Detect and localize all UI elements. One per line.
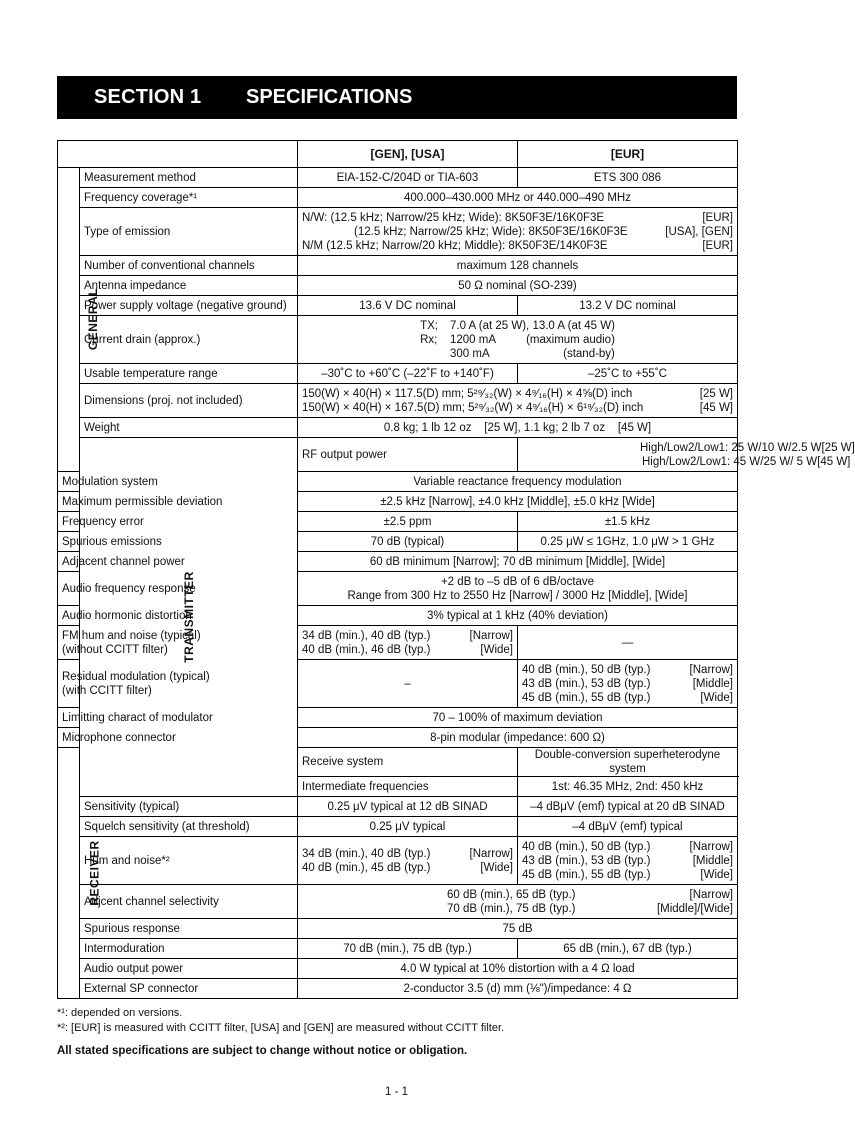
table-row [58, 168, 738, 188]
header-eur: [EUR] [518, 141, 738, 168]
bandwidth-tag: [Narrow] [689, 663, 733, 676]
bandwidth-tag: [Middle]/[Wide] [656, 902, 733, 915]
group-label-receiver: RECEIVER [58, 748, 80, 999]
table-row [58, 919, 738, 939]
table-row [58, 885, 738, 919]
spec-value-eur: ±1.5 kHz [518, 512, 738, 532]
spec-value-gen-usa: –30˚C to +60˚C (–22˚F to +140˚F) [298, 364, 518, 384]
spec-value [298, 316, 738, 364]
spec-label: Adjcent channel selectivity [80, 885, 298, 919]
bandwidth-tag: [Narrow] [689, 888, 733, 901]
spec-label: Receive system [298, 748, 518, 777]
bandwidth-tag: [Wide] [700, 691, 733, 704]
spec-label: Frequency error [58, 512, 80, 532]
bandwidth-tag: [Narrow] [689, 840, 733, 853]
spec-label: Modulation system [58, 472, 80, 492]
drain-mode [420, 347, 438, 361]
table-row [58, 316, 738, 364]
table-row [58, 256, 738, 276]
spec-value: 60 dB minimum [Narrow]; 70 dB minimum [Middle], [Wide] [298, 552, 738, 572]
bandwidth-tag: [Wide] [700, 868, 733, 881]
spec-label: Power supply voltage (negative ground) [80, 296, 298, 316]
spec-value [298, 572, 738, 606]
spec-label: Number of conventional channels [80, 256, 298, 276]
spec-label: Audio output power [80, 959, 298, 979]
spec-label: Audio hormonic distortion [58, 606, 80, 626]
spec-label: Squelch sensitivity (at threshold) [80, 817, 298, 837]
spec-value-gen-usa: – [298, 660, 518, 708]
spec-value-gen-usa [298, 837, 518, 885]
spec-label [58, 626, 201, 660]
noise-line: 40 dB (min.), 50 dB (typ.) [522, 840, 651, 853]
spec-value-eur: –4 dBμV (emf) typical [518, 817, 738, 837]
spec-label: Microphone connector [58, 728, 80, 748]
spec-label: Frequency coverage*¹ [80, 188, 298, 208]
spec-label: Spurious emissions [58, 532, 80, 552]
spec-value-gen-usa: 70 dB (typical) [298, 532, 518, 552]
spec-label: Usable temperature range [80, 364, 298, 384]
modulation-line: 43 dB (min.), 53 dB (typ.) [522, 677, 651, 690]
drain-mode: TX; [420, 319, 438, 332]
drain-value: 1200 mA [449, 333, 497, 346]
spec-value-gen-usa: 13.6 V DC nominal [298, 296, 518, 316]
footnotes [57, 1006, 504, 1036]
table-row [58, 797, 738, 817]
spec-label: Hum and noise*² [80, 837, 298, 885]
noise-line: 34 dB (min.), 40 dB (typ.) [302, 847, 431, 860]
bandwidth-tag: [Middle] [692, 854, 733, 867]
drain-value: 300 mA [449, 347, 490, 360]
table-row [58, 188, 738, 208]
spec-value: ±2.5 kHz [Narrow], ±4.0 kHz [Middle], ±5.0 kHz [Wide] [298, 492, 738, 512]
spec-label-line: (with CCITT filter) [62, 684, 152, 697]
spec-value: 75 dB [298, 919, 738, 939]
selectivity-line: 70 dB (min.), 75 dB (typ.) [447, 902, 576, 915]
spec-label: Intermoduration [80, 939, 298, 959]
bandwidth-tag: [Middle] [692, 677, 733, 690]
spec-value: 8-pin modular (impedance: 600 Ω) [298, 728, 738, 748]
spec-label: Sensitivity (typical) [80, 797, 298, 817]
modulation-line: 45 dB (min.), 55 dB (typ.) [522, 691, 651, 704]
table-row [58, 817, 738, 837]
response-line: Range from 300 Hz to 2550 Hz [Narrow] / 3000 Hz [Middle], [Wide] [347, 589, 688, 602]
spec-label: Intermediate frequencies [298, 777, 518, 797]
version-tag: [25 W] [821, 441, 855, 454]
response-line: +2 dB to –5 dB of 6 dB/octave [440, 575, 595, 588]
spec-value: maximum 128 channels [298, 256, 738, 276]
drain-condition: (maximum audio) [526, 333, 615, 346]
spec-value-gen-usa: 70 dB (min.), 75 dB (typ.) [298, 939, 518, 959]
spec-label: Current drain (approx.) [80, 316, 298, 364]
spec-label: Spurious response [80, 919, 298, 939]
table-row [58, 959, 738, 979]
table-row [58, 208, 738, 256]
emission-line: N/W: (12.5 kHz; Narrow/25 kHz; Wide): 8K50F3E/16K0F3E [302, 211, 605, 224]
drain-value: 7.0 A (at 25 W), 13.0 A (at 45 W) [449, 319, 615, 332]
power-line: High/Low2/Low1: 25 W/10 W/2.5 W [640, 441, 822, 454]
version-tag: [EUR] [702, 211, 733, 224]
spec-label: Limitting charact of modulator [58, 708, 80, 728]
spec-value: 2-conductor 3.5 (d) mm (⅛")/impedance: 4 Ω [298, 979, 738, 999]
spec-value-eur: 0.25 μW ≤ 1GHz, 1.0 μW > 1 GHz [518, 532, 738, 552]
power-line: High/Low2/Low1: 45 W/25 W/ 5 W [642, 455, 818, 468]
spec-value-eur: 65 dB (min.), 67 dB (typ.) [518, 939, 738, 959]
section-number: SECTION 1 [94, 86, 202, 108]
dimension-line: 150(W) × 40(H) × 167.5(D) mm; 5²⁹⁄₃₂(W) × 4⁹⁄₁₆(H) × 6¹⁹⁄₃₂(D) inch [302, 401, 644, 414]
spec-value: 3% typical at 1 kHz (40% deviation) [298, 606, 738, 626]
table-row [58, 384, 738, 418]
spec-value-gen-usa: 0.25 μV typical [298, 817, 518, 837]
bandwidth-tag: [Wide] [480, 861, 513, 874]
spec-value: 0.8 kg; 1 lb 12 oz [25 W], 1.1 kg; 2 lb 7 oz [45 W] [298, 418, 738, 438]
spec-label: Dimensions (proj. not included) [80, 384, 298, 418]
table-header-row [58, 141, 738, 168]
table-row [58, 276, 738, 296]
version-tag: [45 W] [699, 401, 733, 414]
spec-value-eur: ETS 300 086 [518, 168, 738, 188]
spec-value [518, 438, 855, 472]
spec-value-eur [518, 660, 738, 708]
section-title: SPECIFICATIONS [246, 86, 413, 108]
table-row [58, 837, 738, 885]
page-number: 1 - 1 [384, 1086, 408, 1098]
spec-value-gen-usa: EIA-152-C/204D or TIA-603 [298, 168, 518, 188]
spec-value-eur: –4 dBμV (emf) typical at 20 dB SINAD [518, 797, 738, 817]
spec-label: External SP connector [80, 979, 298, 999]
spec-value-gen-usa: ±2.5 ppm [298, 512, 518, 532]
footnote-2: *²: [EUR] is measured with CCITT filter, [USA] and [GEN] are measured without CCITT filter. [57, 1022, 505, 1034]
section-banner [57, 76, 737, 119]
group-label-transmitter: TRANSMITTER [80, 438, 298, 797]
table-row [58, 939, 738, 959]
emission-line: N/M (12.5 kHz; Narrow/20 kHz; Middle): 8K50F3E/14K0F3E [302, 239, 608, 252]
version-tag: [25 W] [699, 387, 733, 400]
header-gen-usa: [GEN], [USA] [298, 141, 518, 168]
table-row [58, 979, 738, 999]
spec-label: Type of emission [80, 208, 298, 256]
modulation-line: 40 dB (min.), 50 dB (typ.) [522, 663, 651, 676]
spec-value [298, 885, 738, 919]
noise-line: 45 dB (min.), 55 dB (typ.) [522, 868, 651, 881]
noise-line: 40 dB (min.), 46 dB (typ.) [302, 643, 431, 656]
spec-value: Variable reactance frequency modulation [298, 472, 738, 492]
spec-label: Adjacent channel power [58, 552, 80, 572]
emission-line: (12.5 kHz; Narrow/25 kHz; Wide): 8K50F3E/16K0F3E [354, 225, 628, 238]
version-tag: [45 W] [817, 455, 851, 468]
spec-label-line: (without CCITT filter) [62, 643, 168, 656]
spec-value-gen-usa: 0.25 μV typical at 12 dB SINAD [298, 797, 518, 817]
spec-value-eur: — [518, 626, 738, 660]
noise-line: 43 dB (min.), 53 dB (typ.) [522, 854, 651, 867]
noise-line: 34 dB (min.), 40 dB (typ.) [302, 629, 431, 642]
table-row [58, 438, 738, 472]
spec-value [298, 208, 738, 256]
spec-label: Maximum permissible deviation [58, 492, 80, 512]
spec-value-eur: –25˚C to +55˚C [518, 364, 738, 384]
spec-label: Weight [80, 418, 298, 438]
spec-label-line: Residual modulation (typical) [62, 670, 210, 683]
header-blank-cell [58, 141, 298, 168]
spec-label: RF output power [298, 438, 518, 472]
table-row [58, 418, 738, 438]
specifications-table [57, 140, 855, 999]
spec-value: Double-conversion superheterodyne system [518, 748, 738, 777]
selectivity-line: 60 dB (min.), 65 dB (typ.) [447, 888, 576, 901]
spec-label: Measurement method [80, 168, 298, 188]
spec-value: 70 – 100% of maximum deviation [298, 708, 738, 728]
spec-label-line: FM hum and noise (typical) [62, 629, 201, 642]
bandwidth-tag: [Narrow] [469, 847, 513, 860]
noise-line: 40 dB (min.), 45 dB (typ.) [302, 861, 431, 874]
drain-mode: Rx; [420, 333, 438, 346]
spec-value: 4.0 W typical at 10% distortion with a 4 Ω load [298, 959, 738, 979]
footnote-1: *¹: depended on versions. [57, 1007, 183, 1019]
disclaimer: All stated specifications are subject to change without notice or obligation. [57, 1045, 468, 1057]
spec-value-eur: 13.2 V DC nominal [518, 296, 738, 316]
table-row [58, 296, 738, 316]
drain-condition: (stand-by) [563, 347, 615, 360]
spec-value: 400.000–430.000 MHz or 440.000–490 MHz [298, 188, 738, 208]
version-tag: [USA], [GEN] [665, 225, 733, 238]
bandwidth-tag: [Narrow] [469, 629, 513, 642]
version-tag: [EUR] [702, 239, 733, 252]
spec-label [58, 660, 210, 708]
group-label-general: GENERAL [58, 168, 80, 472]
spec-value: 1st: 46.35 MHz, 2nd: 450 kHz [518, 777, 738, 797]
spec-value-eur [518, 837, 738, 885]
spec-value-gen-usa [298, 626, 518, 660]
table-row [58, 364, 738, 384]
spec-value [298, 384, 738, 418]
bandwidth-tag: [Wide] [480, 643, 513, 656]
spec-label: Antenna impedance [80, 276, 298, 296]
spec-value: 50 Ω nominal (SO-239) [298, 276, 738, 296]
dimension-line: 150(W) × 40(H) × 117.5(D) mm; 5²⁹⁄₃₂(W) × 4⁹⁄₁₆(H) × 4⅝(D) inch [302, 387, 633, 400]
spec-label: Audio frequency response [58, 572, 80, 606]
